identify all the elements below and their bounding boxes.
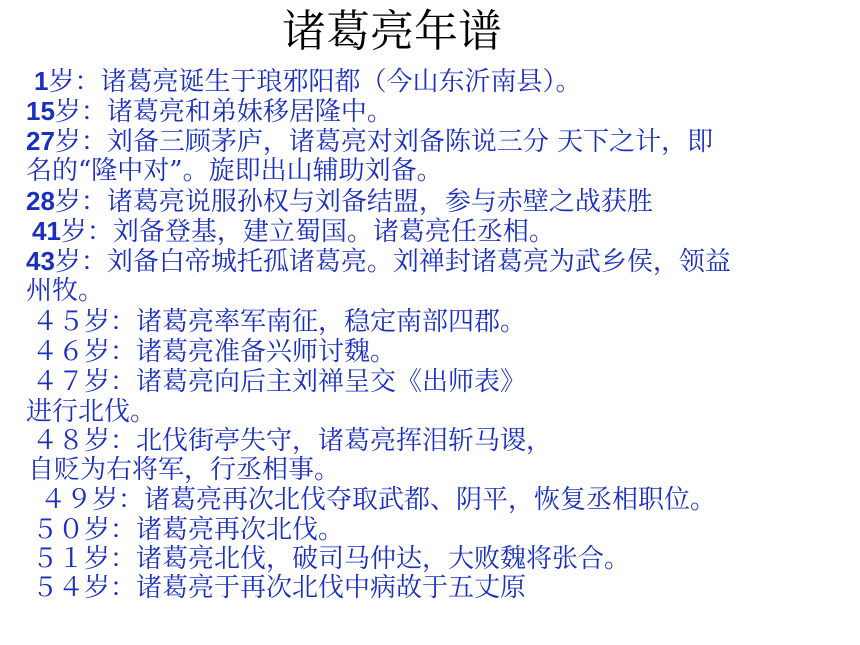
timeline-entry (26, 186, 653, 217)
entry-text: 州牧。 (26, 276, 105, 306)
entry-age: 28 (26, 186, 55, 216)
entry-text: ５１岁：诸葛亮北伐，破司马仲达，大败魏将张合。 (32, 544, 631, 574)
timeline-entry (26, 96, 393, 127)
timeline-entry (26, 246, 731, 277)
timeline-entry (32, 515, 344, 545)
entry-age: 43 (26, 246, 55, 276)
entry-age: 15 (26, 96, 55, 126)
timeline-entry (32, 367, 526, 397)
entry-age: 41 (32, 216, 61, 246)
entry-text: ４８岁：北伐街亭失守，诸葛亮挥泪斩马谡， (32, 426, 553, 456)
timeline-entry (32, 426, 552, 456)
entry-text: 岁：诸葛亮说服孙权与刘备结盟，参与赤壁之战获胜 (54, 187, 653, 217)
entry-text: ４６岁：诸葛亮准备兴师讨魏。 (32, 337, 397, 367)
entry-text: 自贬为右将军，行丞相事。 (28, 455, 341, 485)
timeline-entry (32, 337, 396, 367)
entry-text: 岁：诸葛亮诞生于琅邪阳都（今山东沂南县）。 (48, 67, 582, 97)
timeline-entry-continued (26, 276, 104, 306)
entry-text: 名的“隆中对”。旋即出山辅助刘备。 (26, 156, 443, 186)
timeline-entry-continued (28, 455, 340, 485)
entry-text: ４９岁：诸葛亮再次北伐夺取武都、阴平，恢复丞相职位。 (40, 485, 717, 515)
entry-age: 1 (34, 66, 49, 96)
timeline-entry (32, 573, 526, 603)
timeline-entry (40, 485, 716, 515)
timeline-entry (34, 66, 581, 97)
timeline-entry-continued (26, 156, 443, 186)
entry-text: ５４岁：诸葛亮于再次北伐中病故于五丈原 (32, 573, 527, 603)
entry-text: 进行北伐。 (26, 397, 157, 427)
entry-text: ４７岁：诸葛亮向后主刘禅呈交《出师表》 (32, 367, 527, 397)
entry-age: 27 (26, 126, 55, 156)
entry-text: 岁：诸葛亮和弟妹移居隆中。 (54, 97, 393, 127)
timeline-entry (32, 544, 630, 574)
entry-text: 岁：刘备三顾茅庐，诸葛亮对刘备陈说三分 天下之计，即 (54, 127, 714, 157)
entry-text: ４５岁：诸葛亮率军南征，稳定南部四郡。 (32, 307, 527, 337)
entry-text: 岁：刘备白帝城托孤诸葛亮。刘禅封诸葛亮为武乡侯，领益 (54, 247, 731, 277)
timeline-entry (26, 126, 713, 157)
timeline-entry (32, 307, 526, 337)
entry-text: 岁：刘备登基，建立蜀国。诸葛亮任丞相。 (60, 217, 555, 247)
page-title: 诸葛亮年谱 (282, 6, 502, 57)
timeline-entry-continued (26, 397, 156, 427)
entry-text: ５０岁：诸葛亮再次北伐。 (32, 515, 345, 545)
timeline-entry (32, 216, 555, 247)
